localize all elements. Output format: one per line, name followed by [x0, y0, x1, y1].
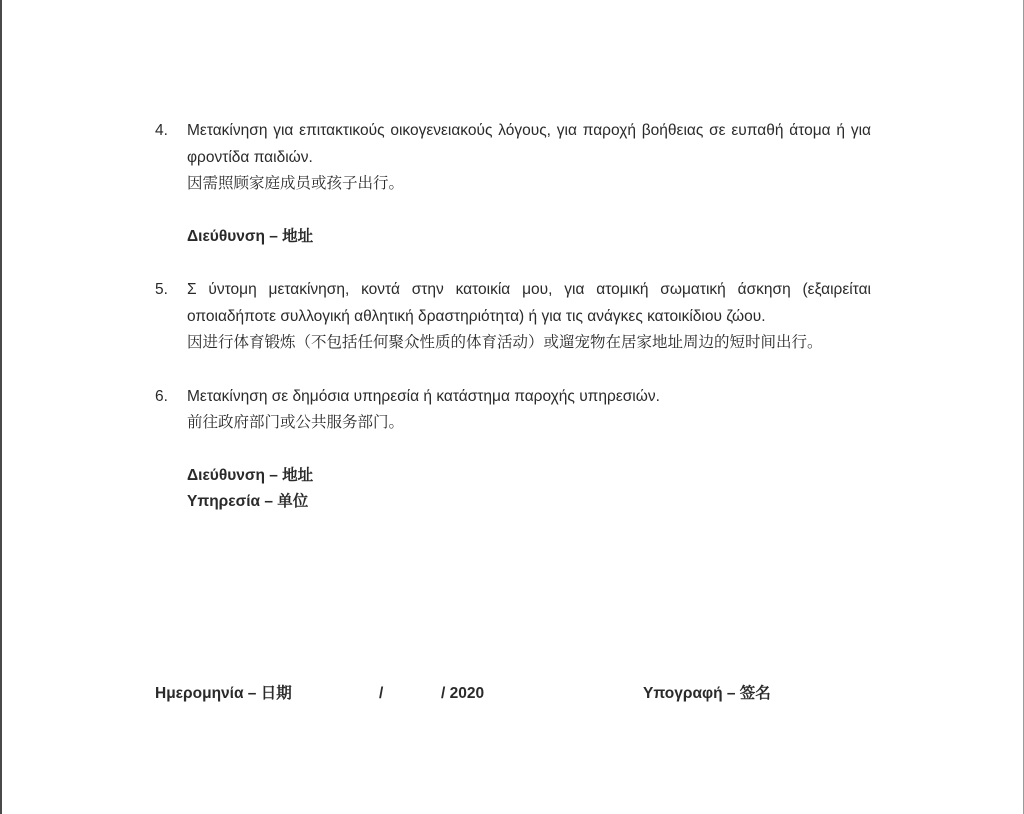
address-label: Διεύθυνση – 地址 [187, 227, 314, 245]
item-text [187, 118, 871, 198]
item-6-labels [155, 463, 871, 516]
greek-text: Μετακίνηση για επιτακτικούς οικογενειακούς λόγους, για παροχή βοήθειας σε ευπαθή άτομα ή για φροντίδα παιδιών. [187, 122, 871, 166]
list-item-5 [155, 277, 871, 357]
chinese-text: 因需照顾家庭成员或孩子出行。 [187, 175, 405, 192]
date-year: / 2020 [441, 685, 485, 702]
item-number: 4. [155, 122, 168, 139]
date-separator: / [379, 685, 384, 702]
signature-label: Υπογραφή – 签名 [643, 685, 771, 702]
document-body [155, 118, 871, 516]
item-text [187, 277, 871, 357]
chinese-text: 因进行体育锻炼（不包括任何聚众性质的体育活动）或遛宠物在居家地址周边的短时间出行。 [187, 334, 823, 351]
item-text [187, 384, 871, 437]
item-number: 5. [155, 281, 168, 298]
date-label: Ημερομηνία – 日期 [155, 685, 292, 702]
address-label: Διεύθυνση – 地址 [187, 466, 314, 484]
greek-text: Σ ύντομη μετακίνηση, κοντά στην κατοικία μου, για ατομική σωματική άσκηση (εξαιρείται οποιαδήποτε συλλογική αθλητική δραστηριότητα) ή για τις ανάγκες κατοικίδιου ζώου. [187, 281, 871, 325]
chinese-text: 前往政府部门或公共服务部门。 [187, 414, 405, 431]
list-item-6 [155, 384, 871, 437]
signature-row [155, 680, 855, 708]
item-number: 6. [155, 387, 168, 405]
list-item-4 [155, 118, 871, 198]
greek-text: Μετακίνηση σε δημόσια υπηρεσία ή κατάστημα παροχής υπηρεσιών. [187, 387, 660, 405]
service-label: Υπηρεσία – 单位 [187, 493, 309, 510]
page-left-edge [0, 0, 2, 814]
